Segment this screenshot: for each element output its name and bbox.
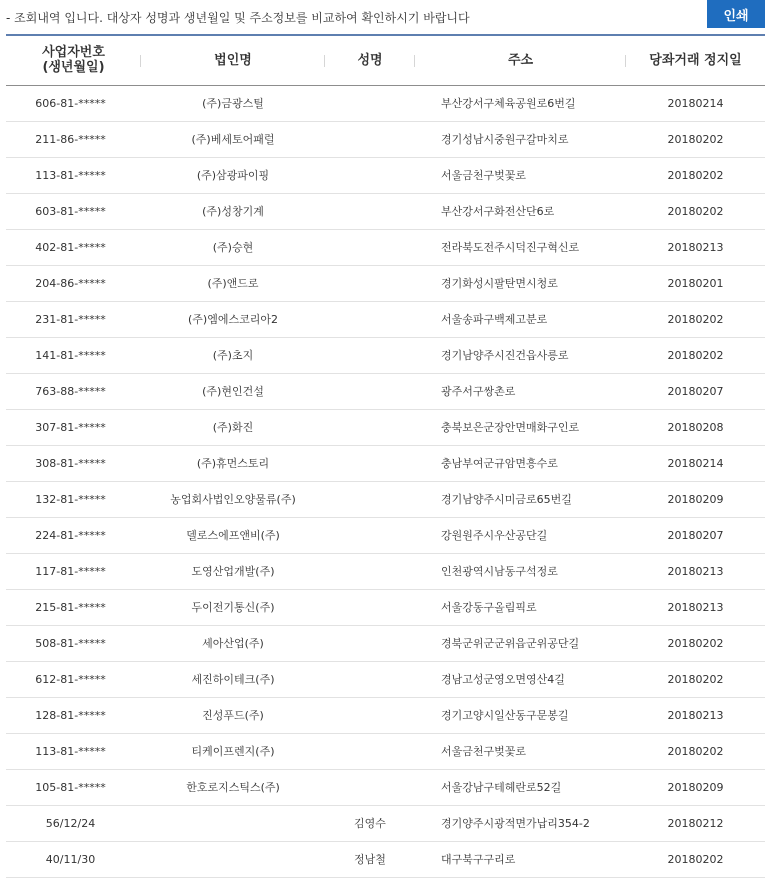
cell-business-number: 128-81-***** (35, 708, 106, 722)
cell-address: 강원원주시우산공단길 (441, 529, 548, 542)
table-row (6, 697, 765, 733)
cell-address: 서울강남구테헤란로52길 (441, 781, 562, 794)
cell-company-name: 한호로지스틱스(주) (186, 781, 280, 794)
cell-suspension-date: 20180202 (667, 636, 724, 650)
cell-person-name (325, 229, 415, 265)
cell-address: 대구북구구리로 (441, 853, 516, 866)
cell-business-number: 204-86-***** (35, 276, 106, 290)
cell-address: 경기남양주시미금로65번길 (441, 493, 572, 506)
cell-address: 인천광역시남동구석정로 (441, 565, 558, 578)
cell-business-number: 612-81-***** (35, 672, 106, 686)
cell-business-number: 763-88-***** (35, 384, 106, 398)
cell-company-name: (주)승현 (212, 241, 254, 254)
table-row (6, 733, 765, 769)
table-row (6, 121, 765, 157)
cell-company-name: (주)휴먼스토리 (196, 457, 270, 470)
table-row (6, 373, 765, 409)
cell-business-number: 308-81-***** (35, 456, 106, 470)
header-business-number (6, 35, 141, 85)
cell-address: 서울금천구벚꽃로 (441, 745, 527, 758)
table-header-row (6, 35, 765, 85)
cell-suspension-date: 20180213 (667, 564, 724, 578)
cell-business-number: 113-81-***** (35, 168, 106, 182)
cell-company-name: (주)엠에스코리아2 (188, 313, 278, 326)
cell-company-name: 두이전기통신(주) (191, 601, 275, 614)
cell-person-name: 김영수 (354, 817, 386, 830)
cell-company-name: 도영산업개발(주) (191, 565, 275, 578)
table-row (6, 517, 765, 553)
cell-suspension-date: 20180209 (667, 780, 724, 794)
cell-suspension-date: 20180201 (667, 276, 724, 290)
cell-address: 경기성남시중원구갈마치로 (441, 133, 569, 146)
table-row (6, 193, 765, 229)
cell-person-name (325, 373, 415, 409)
cell-person-name: 정남철 (354, 853, 386, 866)
cell-suspension-date: 20180202 (667, 852, 724, 866)
cell-person-name (325, 445, 415, 481)
cell-suspension-date: 20180212 (667, 816, 724, 830)
cell-business-number: 113-81-***** (35, 744, 106, 758)
cell-person-name (325, 409, 415, 445)
table-row (6, 301, 765, 337)
cell-suspension-date: 20180202 (667, 348, 724, 362)
header-suspension-date: 당좌거래 정지일 (649, 52, 742, 68)
cell-address: 경북군위군군위읍군위공단길 (441, 637, 580, 650)
cell-person-name (325, 85, 415, 121)
cell-address: 서울송파구백제고분로 (441, 313, 548, 326)
table-row (6, 85, 765, 121)
table-row (6, 409, 765, 445)
table-row (6, 553, 765, 589)
cell-address: 경기남양주시진건읍사릉로 (441, 349, 569, 362)
cell-company-name: (주)앤드로 (207, 277, 259, 290)
cell-person-name (325, 337, 415, 373)
cell-company-name: (주)베세토어패럴 (191, 133, 275, 146)
cell-address: 경남고성군영오면영산4길 (441, 673, 565, 686)
cell-business-number: 56/12/24 (45, 816, 96, 830)
cell-person-name (325, 697, 415, 733)
cell-person-name (325, 589, 415, 625)
cell-suspension-date: 20180214 (667, 456, 724, 470)
cell-company-name (141, 841, 325, 877)
cell-business-number: 224-81-***** (35, 528, 106, 542)
cell-suspension-date: 20180202 (667, 312, 724, 326)
cell-business-number: 141-81-***** (35, 348, 106, 362)
table-row (6, 589, 765, 625)
cell-person-name (325, 157, 415, 193)
cell-person-name (325, 625, 415, 661)
cell-suspension-date: 20180213 (667, 708, 724, 722)
cell-address: 부산강서구화전산단6로 (441, 205, 555, 218)
cell-address: 광주서구쌍촌로 (441, 385, 516, 398)
cell-suspension-date: 20180202 (667, 132, 724, 146)
cell-suspension-date: 20180202 (667, 744, 724, 758)
cell-business-number: 231-81-***** (35, 312, 106, 326)
cell-business-number: 215-81-***** (35, 600, 106, 614)
cell-person-name (325, 733, 415, 769)
cell-company-name: 델로스에프앤비(주) (186, 529, 280, 542)
cell-suspension-date: 20180202 (667, 168, 724, 182)
cell-company-name (141, 805, 325, 841)
cell-person-name (325, 769, 415, 805)
cell-person-name (325, 121, 415, 157)
cell-company-name: 진성푸드(주) (202, 709, 264, 722)
header-business-number-line: (생년월일) (42, 60, 105, 76)
cell-company-name: 농업회사법인오양물류(주) (170, 493, 296, 506)
table-row (6, 769, 765, 805)
table-row (6, 661, 765, 697)
cell-business-number: 117-81-***** (35, 564, 106, 578)
cell-suspension-date: 20180213 (667, 600, 724, 614)
table-row (6, 157, 765, 193)
cell-business-number: 603-81-***** (35, 204, 106, 218)
cell-business-number: 606-81-***** (35, 96, 106, 110)
cell-address: 서울강동구올림픽로 (441, 601, 537, 614)
cell-company-name: (주)성창기계 (202, 205, 264, 218)
cell-address: 충남부여군규암면흥수로 (441, 457, 558, 470)
cell-address: 전라북도전주시덕진구혁신로 (441, 241, 580, 254)
cell-company-name: (주)금광스틸 (202, 97, 264, 110)
cell-suspension-date: 20180202 (667, 672, 724, 686)
header-person-name: 성명 (325, 35, 415, 85)
cell-person-name (325, 553, 415, 589)
table-row (6, 805, 765, 841)
cell-company-name: (주)초지 (212, 349, 254, 362)
table-row (6, 265, 765, 301)
cell-address: 충북보은군장안면매화구인로 (441, 421, 580, 434)
table-row (6, 445, 765, 481)
cell-company-name: (주)현인건설 (202, 385, 264, 398)
cell-business-number: 132-81-***** (35, 492, 106, 506)
table-row (6, 337, 765, 373)
cell-address: 서울금천구벚꽃로 (441, 169, 527, 182)
cell-company-name: (주)화진 (212, 421, 254, 434)
table-row (6, 625, 765, 661)
cell-address: 경기고양시일산동구문봉길 (441, 709, 569, 722)
notice-text: - 조회내역 입니다. 대상자 성명과 생년월일 및 주소정보를 비교하여 확인하시기 바랍니다 (6, 11, 470, 25)
header-address: 주소 (415, 35, 626, 85)
cell-person-name (325, 265, 415, 301)
cell-person-name (325, 301, 415, 337)
cell-person-name (325, 193, 415, 229)
header-company-name: 법인명 (141, 35, 325, 85)
table-body (6, 85, 765, 877)
cell-suspension-date: 20180208 (667, 420, 724, 434)
cell-company-name: 세진하이테크(주) (191, 673, 275, 686)
header-business-number-line: 사업자번호 (42, 45, 105, 61)
cell-person-name (325, 481, 415, 517)
cell-company-name: 세아산업(주) (202, 637, 264, 650)
cell-business-number: 508-81-***** (35, 636, 106, 650)
print-button[interactable]: 인쇄 (707, 0, 765, 28)
cell-company-name: (주)삼광파이핑 (196, 169, 270, 182)
cell-address: 경기화성시팔탄면시청로 (441, 277, 558, 290)
table-row (6, 481, 765, 517)
cell-business-number: 307-81-***** (35, 420, 106, 434)
top-bar (0, 0, 774, 34)
cell-person-name (325, 517, 415, 553)
cell-suspension-date: 20180202 (667, 204, 724, 218)
table-row (6, 229, 765, 265)
table-row (6, 841, 765, 877)
cell-company-name: 티케이프렌지(주) (191, 745, 275, 758)
cell-business-number: 402-81-***** (35, 240, 106, 254)
cell-address: 경기양주시광적면가납리354-2 (441, 817, 590, 830)
cell-business-number: 211-86-***** (35, 132, 106, 146)
cell-suspension-date: 20180207 (667, 384, 724, 398)
cell-business-number: 40/11/30 (45, 852, 96, 866)
cell-address: 부산강서구체육공원로6번길 (441, 97, 576, 110)
cell-suspension-date: 20180214 (667, 96, 724, 110)
cell-person-name (325, 661, 415, 697)
cell-suspension-date: 20180213 (667, 240, 724, 254)
results-table (6, 34, 765, 878)
cell-suspension-date: 20180209 (667, 492, 724, 506)
cell-suspension-date: 20180207 (667, 528, 724, 542)
cell-business-number: 105-81-***** (35, 780, 106, 794)
